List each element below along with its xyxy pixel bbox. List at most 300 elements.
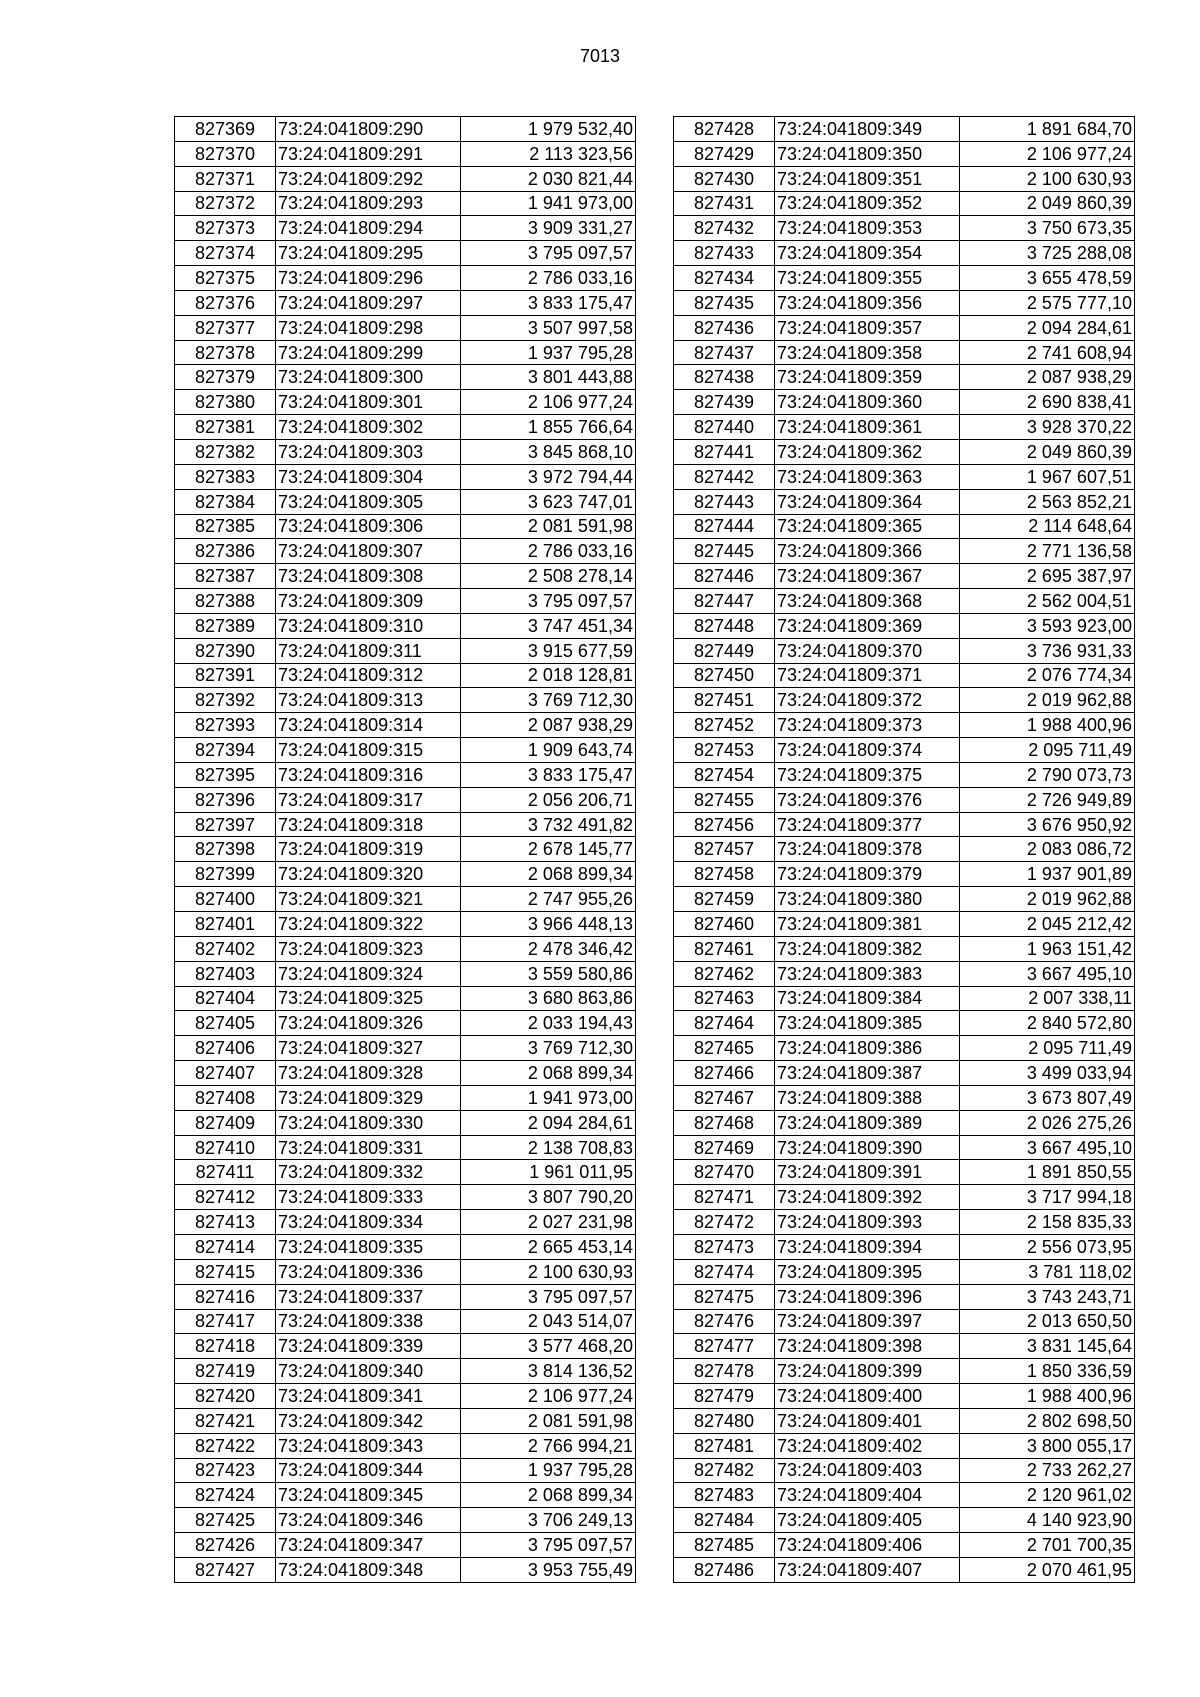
row-number-cell: 827393 [175,713,276,738]
table-row [175,241,636,266]
table-row [674,1483,1135,1508]
row-number-cell: 827369 [175,117,276,142]
value-cell: 2 100 630,93 [960,166,1135,191]
cadastral-number-cell: 73:24:041809:389 [775,1110,960,1135]
value-cell: 1 967 607,51 [960,464,1135,489]
cadastral-number-cell: 73:24:041809:290 [276,117,461,142]
table-row [175,961,636,986]
cadastral-number-cell: 73:24:041809:305 [276,489,461,514]
cadastral-number-cell: 73:24:041809:325 [276,986,461,1011]
value-cell: 2 026 275,26 [960,1110,1135,1135]
cadastral-number-cell: 73:24:041809:298 [276,315,461,340]
value-cell: 3 795 097,57 [461,1533,636,1558]
row-number-cell: 827480 [674,1408,775,1433]
cadastral-number-cell: 73:24:041809:393 [775,1210,960,1235]
cadastral-number-cell: 73:24:041809:406 [775,1533,960,1558]
row-number-cell: 827430 [674,166,775,191]
table-row [175,762,636,787]
table-row [674,1110,1135,1135]
table-row [674,166,1135,191]
table-row [674,1061,1135,1086]
row-number-cell: 827435 [674,290,775,315]
table-row [175,439,636,464]
table-row [175,1036,636,1061]
row-number-cell: 827421 [175,1408,276,1433]
table-row [175,365,636,390]
table-row [674,216,1135,241]
value-cell: 2 771 136,58 [960,539,1135,564]
table-row [175,1533,636,1558]
table-row [674,141,1135,166]
cadastral-number-cell: 73:24:041809:319 [276,837,461,862]
value-cell: 3 795 097,57 [461,241,636,266]
value-cell: 1 937 795,28 [461,1458,636,1483]
value-cell: 1 909 643,74 [461,738,636,763]
table-row [175,1408,636,1433]
row-number-cell: 827385 [175,514,276,539]
row-number-cell: 827428 [674,117,775,142]
table-row [175,862,636,887]
table-row [175,1234,636,1259]
row-number-cell: 827396 [175,787,276,812]
cadastral-number-cell: 73:24:041809:369 [775,613,960,638]
cadastral-number-cell: 73:24:041809:323 [276,936,461,961]
value-cell: 3 736 931,33 [960,638,1135,663]
table-row [175,1061,636,1086]
value-cell: 3 833 175,47 [461,290,636,315]
row-number-cell: 827459 [674,887,775,912]
table-row [175,290,636,315]
row-number-cell: 827469 [674,1135,775,1160]
row-number-cell: 827375 [175,266,276,291]
row-number-cell: 827442 [674,464,775,489]
value-cell: 2 786 033,16 [461,266,636,291]
value-cell: 1 941 973,00 [461,191,636,216]
row-number-cell: 827426 [175,1533,276,1558]
cadastral-number-cell: 73:24:041809:337 [276,1284,461,1309]
value-cell: 2 563 852,21 [960,489,1135,514]
table-row [175,986,636,1011]
value-cell: 2 081 591,98 [461,514,636,539]
value-cell: 2 087 938,29 [461,713,636,738]
value-cell: 2 019 962,88 [960,688,1135,713]
value-cell: 4 140 923,90 [960,1508,1135,1533]
table-row [175,141,636,166]
value-cell: 3 507 997,58 [461,315,636,340]
cadastral-number-cell: 73:24:041809:327 [276,1036,461,1061]
value-cell: 3 845 868,10 [461,439,636,464]
value-cell: 3 559 580,86 [461,961,636,986]
cadastral-number-cell: 73:24:041809:381 [775,912,960,937]
row-number-cell: 827446 [674,564,775,589]
value-cell: 2 766 994,21 [461,1433,636,1458]
row-number-cell: 827381 [175,415,276,440]
row-number-cell: 827377 [175,315,276,340]
table-row [674,1160,1135,1185]
table-row [175,266,636,291]
row-number-cell: 827437 [674,340,775,365]
cadastral-number-cell: 73:24:041809:326 [276,1011,461,1036]
table-row [674,1334,1135,1359]
row-number-cell: 827427 [175,1557,276,1582]
value-cell: 2 081 591,98 [461,1408,636,1433]
table-row [674,862,1135,887]
table-row [674,1185,1135,1210]
row-number-cell: 827429 [674,141,775,166]
value-cell: 2 100 630,93 [461,1259,636,1284]
cadastral-number-cell: 73:24:041809:343 [276,1433,461,1458]
table-row [674,241,1135,266]
row-number-cell: 827408 [175,1085,276,1110]
table-row [175,464,636,489]
left-table [174,116,636,1583]
value-cell: 3 801 443,88 [461,365,636,390]
value-cell: 2 030 821,44 [461,166,636,191]
cadastral-number-cell: 73:24:041809:294 [276,216,461,241]
value-cell: 2 726 949,89 [960,787,1135,812]
value-cell: 3 725 288,08 [960,241,1135,266]
row-number-cell: 827405 [175,1011,276,1036]
value-cell: 2 068 899,34 [461,1061,636,1086]
cadastral-number-cell: 73:24:041809:302 [276,415,461,440]
cadastral-number-cell: 73:24:041809:344 [276,1458,461,1483]
row-number-cell: 827434 [674,266,775,291]
row-number-cell: 827410 [175,1135,276,1160]
value-cell: 2 094 284,61 [461,1110,636,1135]
row-number-cell: 827460 [674,912,775,937]
table-row [175,787,636,812]
table-row [674,1210,1135,1235]
row-number-cell: 827483 [674,1483,775,1508]
cadastral-number-cell: 73:24:041809:385 [775,1011,960,1036]
cadastral-number-cell: 73:24:041809:356 [775,290,960,315]
cadastral-number-cell: 73:24:041809:373 [775,713,960,738]
row-number-cell: 827478 [674,1359,775,1384]
value-cell: 3 953 755,49 [461,1557,636,1582]
value-cell: 3 676 950,92 [960,812,1135,837]
table-row [175,1011,636,1036]
cadastral-number-cell: 73:24:041809:335 [276,1234,461,1259]
table-row [175,539,636,564]
cadastral-number-cell: 73:24:041809:334 [276,1210,461,1235]
cadastral-number-cell: 73:24:041809:314 [276,713,461,738]
row-number-cell: 827380 [175,390,276,415]
value-cell: 2 701 700,35 [960,1533,1135,1558]
row-number-cell: 827468 [674,1110,775,1135]
cadastral-number-cell: 73:24:041809:292 [276,166,461,191]
value-cell: 2 106 977,24 [960,141,1135,166]
value-cell: 3 747 451,34 [461,613,636,638]
cadastral-number-cell: 73:24:041809:364 [775,489,960,514]
row-number-cell: 827476 [674,1309,775,1334]
row-number-cell: 827420 [175,1384,276,1409]
row-number-cell: 827373 [175,216,276,241]
value-cell: 3 769 712,30 [461,1036,636,1061]
cadastral-number-cell: 73:24:041809:307 [276,539,461,564]
table-row [674,1085,1135,1110]
table-row [674,1036,1135,1061]
value-cell: 1 891 850,55 [960,1160,1135,1185]
cadastral-number-cell: 73:24:041809:357 [775,315,960,340]
table-row [175,1309,636,1334]
row-number-cell: 827466 [674,1061,775,1086]
row-number-cell: 827463 [674,986,775,1011]
table-row [175,1334,636,1359]
cadastral-number-cell: 73:24:041809:338 [276,1309,461,1334]
table-row [175,589,636,614]
cadastral-number-cell: 73:24:041809:380 [775,887,960,912]
cadastral-number-cell: 73:24:041809:297 [276,290,461,315]
table-row [674,688,1135,713]
table-row [674,713,1135,738]
row-number-cell: 827389 [175,613,276,638]
table-row [674,812,1135,837]
value-cell: 1 988 400,96 [960,713,1135,738]
table-row [674,887,1135,912]
cadastral-number-cell: 73:24:041809:392 [775,1185,960,1210]
value-cell: 3 972 794,44 [461,464,636,489]
cadastral-number-cell: 73:24:041809:375 [775,762,960,787]
row-number-cell: 827414 [175,1234,276,1259]
value-cell: 2 508 278,14 [461,564,636,589]
value-cell: 2 094 284,61 [960,315,1135,340]
value-cell: 2 043 514,07 [461,1309,636,1334]
table-row [175,936,636,961]
row-number-cell: 827384 [175,489,276,514]
value-cell: 2 049 860,39 [960,191,1135,216]
value-cell: 2 158 835,33 [960,1210,1135,1235]
cadastral-number-cell: 73:24:041809:400 [775,1384,960,1409]
table-row [674,514,1135,539]
table-row [674,613,1135,638]
table-row [674,117,1135,142]
cadastral-number-cell: 73:24:041809:308 [276,564,461,589]
cadastral-number-cell: 73:24:041809:388 [775,1085,960,1110]
cadastral-number-cell: 73:24:041809:359 [775,365,960,390]
value-cell: 2 575 777,10 [960,290,1135,315]
row-number-cell: 827403 [175,961,276,986]
row-number-cell: 827439 [674,390,775,415]
table-row [674,1234,1135,1259]
row-number-cell: 827407 [175,1061,276,1086]
cadastral-number-cell: 73:24:041809:340 [276,1359,461,1384]
cadastral-number-cell: 73:24:041809:360 [775,390,960,415]
cadastral-number-cell: 73:24:041809:361 [775,415,960,440]
cadastral-number-cell: 73:24:041809:397 [775,1309,960,1334]
table-row [674,1309,1135,1334]
cadastral-number-cell: 73:24:041809:376 [775,787,960,812]
table-row [674,787,1135,812]
table-row [674,1458,1135,1483]
table-row [674,1433,1135,1458]
value-cell: 1 963 151,42 [960,936,1135,961]
row-number-cell: 827411 [175,1160,276,1185]
row-number-cell: 827388 [175,589,276,614]
row-number-cell: 827415 [175,1259,276,1284]
table-row [175,887,636,912]
value-cell: 2 095 711,49 [960,1036,1135,1061]
table-row [175,315,636,340]
cadastral-number-cell: 73:24:041809:306 [276,514,461,539]
table-row [175,1135,636,1160]
table-row [175,1110,636,1135]
value-cell: 2 741 608,94 [960,340,1135,365]
row-number-cell: 827394 [175,738,276,763]
value-cell: 2 840 572,80 [960,1011,1135,1036]
row-number-cell: 827376 [175,290,276,315]
row-number-cell: 827392 [175,688,276,713]
row-number-cell: 827397 [175,812,276,837]
cadastral-number-cell: 73:24:041809:383 [775,961,960,986]
row-number-cell: 827413 [175,1210,276,1235]
row-number-cell: 827479 [674,1384,775,1409]
table-row [674,1011,1135,1036]
row-number-cell: 827455 [674,787,775,812]
table-row [175,1259,636,1284]
table-row [674,1259,1135,1284]
cadastral-number-cell: 73:24:041809:336 [276,1259,461,1284]
table-row [175,1284,636,1309]
row-number-cell: 827433 [674,241,775,266]
cadastral-number-cell: 73:24:041809:352 [775,191,960,216]
value-cell: 1 961 011,95 [461,1160,636,1185]
cadastral-number-cell: 73:24:041809:387 [775,1061,960,1086]
row-number-cell: 827443 [674,489,775,514]
value-cell: 3 673 807,49 [960,1085,1135,1110]
value-cell: 3 667 495,10 [960,1135,1135,1160]
table-row [175,1160,636,1185]
value-cell: 2 733 262,27 [960,1458,1135,1483]
table-row [674,266,1135,291]
cadastral-number-cell: 73:24:041809:367 [775,564,960,589]
cadastral-number-cell: 73:24:041809:349 [775,117,960,142]
value-cell: 3 680 863,86 [461,986,636,1011]
row-number-cell: 827416 [175,1284,276,1309]
cadastral-number-cell: 73:24:041809:350 [775,141,960,166]
cadastral-number-cell: 73:24:041809:353 [775,216,960,241]
value-cell: 3 915 677,59 [461,638,636,663]
value-cell: 3 623 747,01 [461,489,636,514]
table-row [175,191,636,216]
value-cell: 2 056 206,71 [461,787,636,812]
row-number-cell: 827395 [175,762,276,787]
row-number-cell: 827412 [175,1185,276,1210]
table-row [674,315,1135,340]
cadastral-number-cell: 73:24:041809:331 [276,1135,461,1160]
row-number-cell: 827432 [674,216,775,241]
cadastral-number-cell: 73:24:041809:324 [276,961,461,986]
table-row [674,1384,1135,1409]
row-number-cell: 827374 [175,241,276,266]
cadastral-number-cell: 73:24:041809:371 [775,663,960,688]
row-number-cell: 827423 [175,1458,276,1483]
row-number-cell: 827486 [674,1557,775,1582]
cadastral-number-cell: 73:24:041809:346 [276,1508,461,1533]
table-row [674,290,1135,315]
value-cell: 2 747 955,26 [461,887,636,912]
row-number-cell: 827465 [674,1036,775,1061]
row-number-cell: 827452 [674,713,775,738]
table-row [674,365,1135,390]
cadastral-number-cell: 73:24:041809:382 [775,936,960,961]
table-row [175,613,636,638]
row-number-cell: 827485 [674,1533,775,1558]
cadastral-number-cell: 73:24:041809:329 [276,1085,461,1110]
cadastral-number-cell: 73:24:041809:404 [775,1483,960,1508]
row-number-cell: 827447 [674,589,775,614]
value-cell: 2 045 212,42 [960,912,1135,937]
table-row [674,1533,1135,1558]
table-row [175,564,636,589]
table-row [175,415,636,440]
table-row [674,1508,1135,1533]
row-number-cell: 827382 [175,439,276,464]
cadastral-number-cell: 73:24:041809:317 [276,787,461,812]
row-number-cell: 827445 [674,539,775,564]
table-row [175,1085,636,1110]
table-row [674,464,1135,489]
table-row [175,166,636,191]
value-cell: 3 814 136,52 [461,1359,636,1384]
row-number-cell: 827444 [674,514,775,539]
table-row [175,663,636,688]
table-row [674,762,1135,787]
right-table [673,116,1135,1583]
value-cell: 3 706 249,13 [461,1508,636,1533]
row-number-cell: 827378 [175,340,276,365]
value-cell: 2 678 145,77 [461,837,636,862]
cadastral-number-cell: 73:24:041809:362 [775,439,960,464]
value-cell: 3 577 468,20 [461,1334,636,1359]
cadastral-number-cell: 73:24:041809:374 [775,738,960,763]
table-row [175,738,636,763]
cadastral-number-cell: 73:24:041809:390 [775,1135,960,1160]
value-cell: 3 732 491,82 [461,812,636,837]
cadastral-number-cell: 73:24:041809:358 [775,340,960,365]
table-row [674,340,1135,365]
value-cell: 2 786 033,16 [461,539,636,564]
row-number-cell: 827475 [674,1284,775,1309]
value-cell: 3 966 448,13 [461,912,636,937]
cadastral-number-cell: 73:24:041809:351 [775,166,960,191]
value-cell: 2 120 961,02 [960,1483,1135,1508]
cadastral-number-cell: 73:24:041809:310 [276,613,461,638]
cadastral-number-cell: 73:24:041809:363 [775,464,960,489]
value-cell: 3 667 495,10 [960,961,1135,986]
cadastral-number-cell: 73:24:041809:354 [775,241,960,266]
value-cell: 2 018 128,81 [461,663,636,688]
row-number-cell: 827390 [175,638,276,663]
row-number-cell: 827417 [175,1309,276,1334]
cadastral-number-cell: 73:24:041809:378 [775,837,960,862]
value-cell: 2 049 860,39 [960,439,1135,464]
value-cell: 3 750 673,35 [960,216,1135,241]
table-row [674,1359,1135,1384]
cadastral-number-cell: 73:24:041809:322 [276,912,461,937]
row-number-cell: 827406 [175,1036,276,1061]
cadastral-number-cell: 73:24:041809:394 [775,1234,960,1259]
cadastral-number-cell: 73:24:041809:370 [775,638,960,663]
table-row [674,986,1135,1011]
table-row [175,688,636,713]
cadastral-number-cell: 73:24:041809:333 [276,1185,461,1210]
value-cell: 2 690 838,41 [960,390,1135,415]
table-row [674,415,1135,440]
cadastral-number-cell: 73:24:041809:407 [775,1557,960,1582]
value-cell: 3 593 923,00 [960,613,1135,638]
cadastral-number-cell: 73:24:041809:328 [276,1061,461,1086]
cadastral-number-cell: 73:24:041809:391 [775,1160,960,1185]
